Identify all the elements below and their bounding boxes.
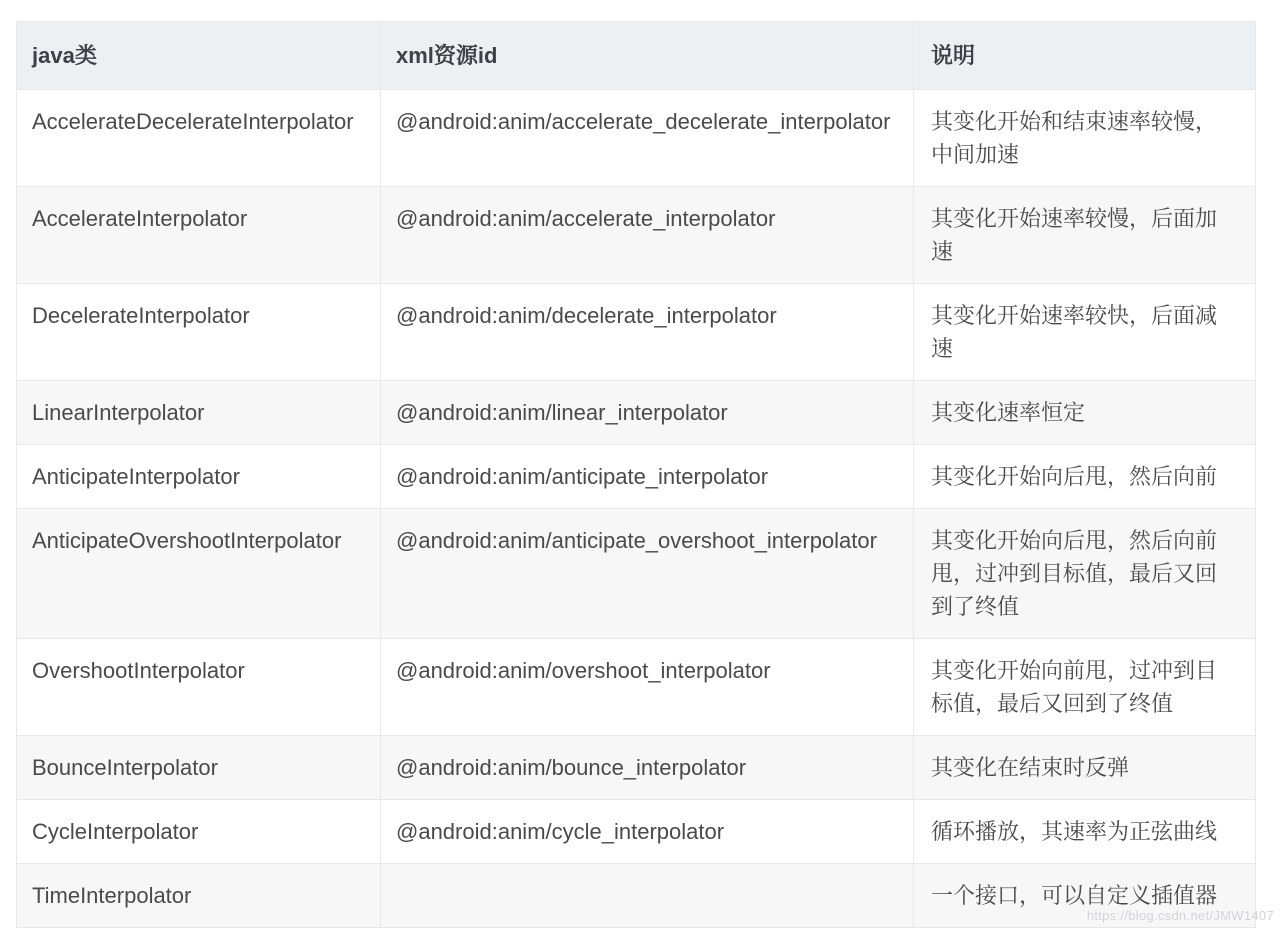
cell-description: 循环播放，其速率为正弦曲线: [914, 800, 1256, 864]
cell-java-class: BounceInterpolator: [17, 736, 381, 800]
cell-description: 其变化开始向后甩，然后向前甩，过冲到目标值，最后又回到了终值: [914, 509, 1256, 639]
table-row: [17, 90, 1256, 187]
watermark-url: https://blog.csdn.net/JMW1407: [1086, 908, 1274, 923]
cell-xml-resource-id: @android:anim/accelerate_interpolator: [381, 187, 914, 284]
table-row: [17, 639, 1256, 736]
cell-xml-resource-id: @android:anim/anticipate_interpolator: [381, 445, 914, 509]
column-header-description: 说明: [914, 22, 1256, 90]
cell-java-class: CycleInterpolator: [17, 800, 381, 864]
cell-java-class: TimeInterpolator: [17, 864, 381, 928]
table-row: [17, 187, 1256, 284]
interpolator-table: [16, 21, 1256, 928]
column-header-xml-resource-id: xml资源id: [381, 22, 914, 90]
cell-description: 其变化速率恒定: [914, 381, 1256, 445]
table-row: [17, 800, 1256, 864]
table-body: [17, 90, 1256, 928]
cell-xml-resource-id: @android:anim/anticipate_overshoot_interpolator: [381, 509, 914, 639]
cell-description: 其变化开始速率较快，后面减速: [914, 284, 1256, 381]
cell-java-class: AccelerateDecelerateInterpolator: [17, 90, 381, 187]
cell-xml-resource-id: @android:anim/cycle_interpolator: [381, 800, 914, 864]
cell-xml-resource-id: @android:anim/accelerate_decelerate_interpolator: [381, 90, 914, 187]
cell-description: 其变化开始向前甩，过冲到目标值，最后又回到了终值: [914, 639, 1256, 736]
table-row: [17, 445, 1256, 509]
cell-java-class: DecelerateInterpolator: [17, 284, 381, 381]
table-row: [17, 284, 1256, 381]
cell-description: 一个接口，可以自定义插值器: [914, 864, 1256, 928]
cell-description: 其变化开始向后甩，然后向前: [914, 445, 1256, 509]
cell-xml-resource-id: @android:anim/decelerate_interpolator: [381, 284, 914, 381]
cell-java-class: LinearInterpolator: [17, 381, 381, 445]
cell-java-class: AccelerateInterpolator: [17, 187, 381, 284]
cell-java-class: AnticipateOvershootInterpolator: [17, 509, 381, 639]
table-header-row: [17, 22, 1256, 90]
cell-xml-resource-id: @android:anim/bounce_interpolator: [381, 736, 914, 800]
column-header-java-class: java类: [17, 22, 381, 90]
table-row: [17, 509, 1256, 639]
cell-description: 其变化开始和结束速率较慢，中间加速: [914, 90, 1256, 187]
cell-java-class: AnticipateInterpolator: [17, 445, 381, 509]
cell-description: 其变化在结束时反弹: [914, 736, 1256, 800]
cell-description: 其变化开始速率较慢，后面加速: [914, 187, 1256, 284]
table-row: [17, 381, 1256, 445]
cell-xml-resource-id: @android:anim/overshoot_interpolator: [381, 639, 914, 736]
table-row: [17, 864, 1256, 928]
cell-xml-resource-id: @android:anim/linear_interpolator: [381, 381, 914, 445]
cell-xml-resource-id: [381, 864, 914, 928]
cell-java-class: OvershootInterpolator: [17, 639, 381, 736]
table-row: [17, 736, 1256, 800]
